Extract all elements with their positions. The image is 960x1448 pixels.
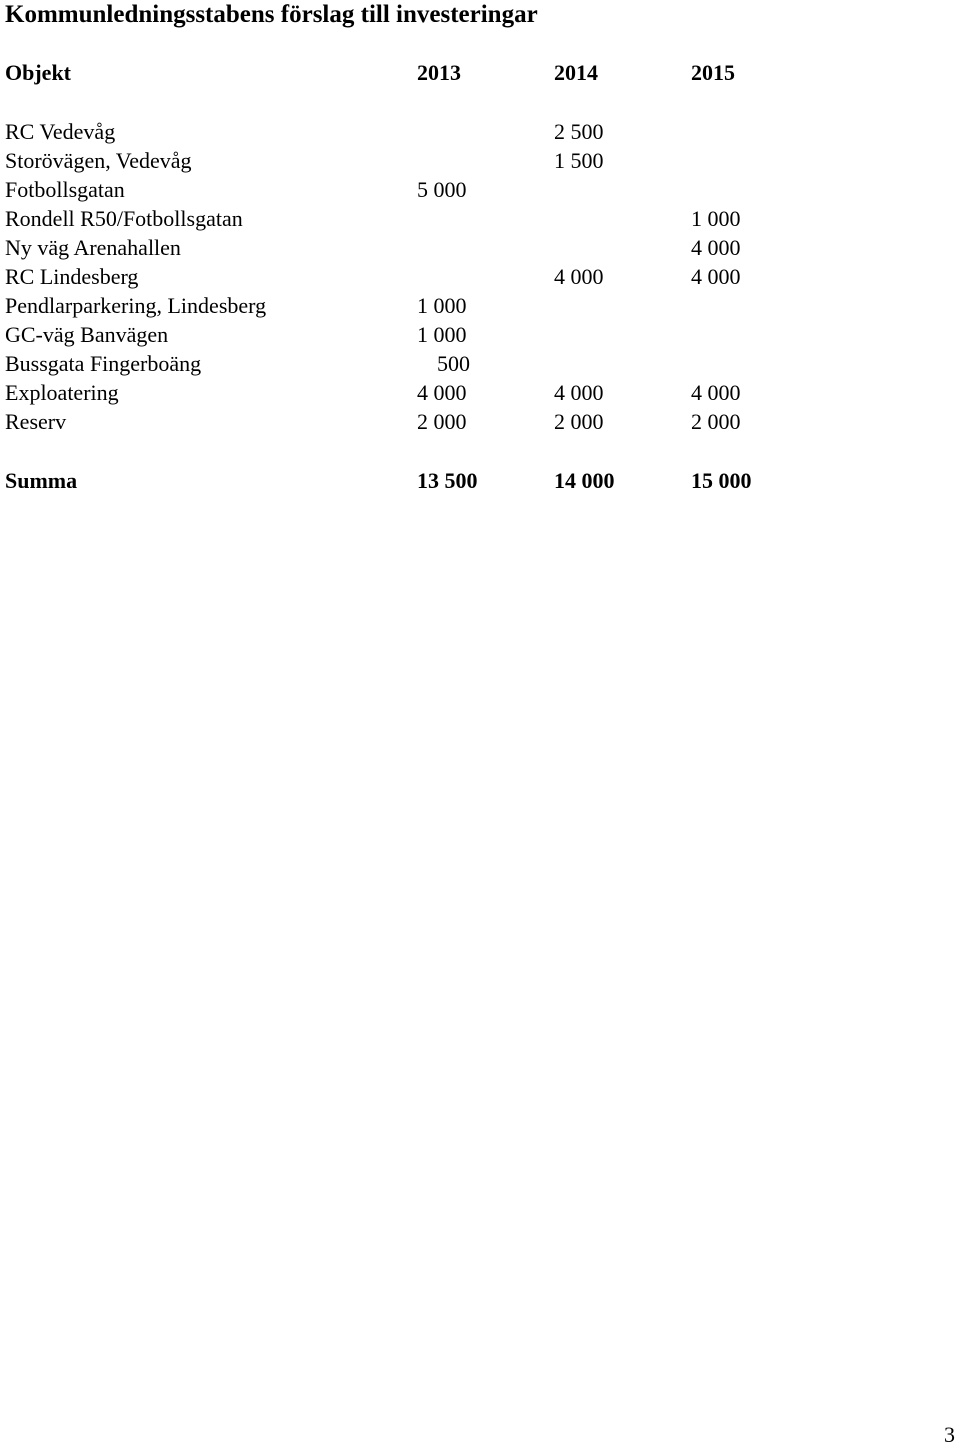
row-objekt: Rondell R50/Fotbollsgatan	[5, 206, 243, 231]
table-row	[0, 407, 960, 436]
header-2014: 2014	[554, 60, 598, 85]
page-title: Kommunledningsstabens förslag till investeringar	[5, 1, 538, 28]
table-row	[0, 117, 960, 146]
row-value-2013: 4 000	[417, 380, 467, 405]
row-value-2015: 2 000	[691, 409, 741, 434]
page-number: 3	[944, 1422, 955, 1447]
row-objekt: Ny väg Arenahallen	[5, 235, 181, 260]
row-value-2014: 1 500	[554, 148, 604, 173]
header-2015: 2015	[691, 60, 735, 85]
table-total-row	[0, 466, 960, 495]
row-value-2013: 500	[437, 351, 470, 376]
row-value-2013: 5 000	[417, 177, 467, 202]
table-row	[0, 146, 960, 175]
table-row	[0, 320, 960, 349]
row-value-2013: 1 000	[417, 293, 467, 318]
row-objekt: Storövägen, Vedevåg	[5, 148, 192, 173]
row-objekt: Fotbollsgatan	[5, 177, 125, 202]
row-objekt: Exploatering	[5, 380, 119, 405]
row-value-2014: 2 000	[554, 409, 604, 434]
row-objekt: Bussgata Fingerboäng	[5, 351, 202, 376]
row-value-2015: 1 000	[691, 206, 741, 231]
total-2014: 14 000	[554, 468, 615, 493]
table-row	[0, 378, 960, 407]
header-2013: 2013	[417, 60, 461, 85]
row-value-2014: 2 500	[554, 119, 604, 144]
row-value-2013: 1 000	[417, 322, 467, 347]
row-value-2014: 4 000	[554, 264, 604, 289]
total-2015: 15 000	[691, 468, 752, 493]
table-header-row	[0, 58, 960, 87]
total-label: Summa	[5, 468, 78, 493]
table-row	[0, 204, 960, 233]
table-row	[0, 233, 960, 262]
row-objekt: Reserv	[5, 409, 67, 434]
row-objekt: Pendlarparkering, Lindesberg	[5, 293, 267, 318]
row-value-2015: 4 000	[691, 264, 741, 289]
row-value-2014: 4 000	[554, 380, 604, 405]
total-2013: 13 500	[417, 468, 478, 493]
row-objekt: GC-väg Banvägen	[5, 322, 169, 347]
header-objekt: Objekt	[5, 60, 71, 85]
row-value-2015: 4 000	[691, 235, 741, 260]
table-row	[0, 175, 960, 204]
table-row	[0, 349, 960, 378]
row-value-2013: 2 000	[417, 409, 467, 434]
table-row	[0, 291, 960, 320]
row-objekt: RC Vedevåg	[5, 119, 116, 144]
table-row	[0, 262, 960, 291]
row-value-2015: 4 000	[691, 380, 741, 405]
row-objekt: RC Lindesberg	[5, 264, 139, 289]
